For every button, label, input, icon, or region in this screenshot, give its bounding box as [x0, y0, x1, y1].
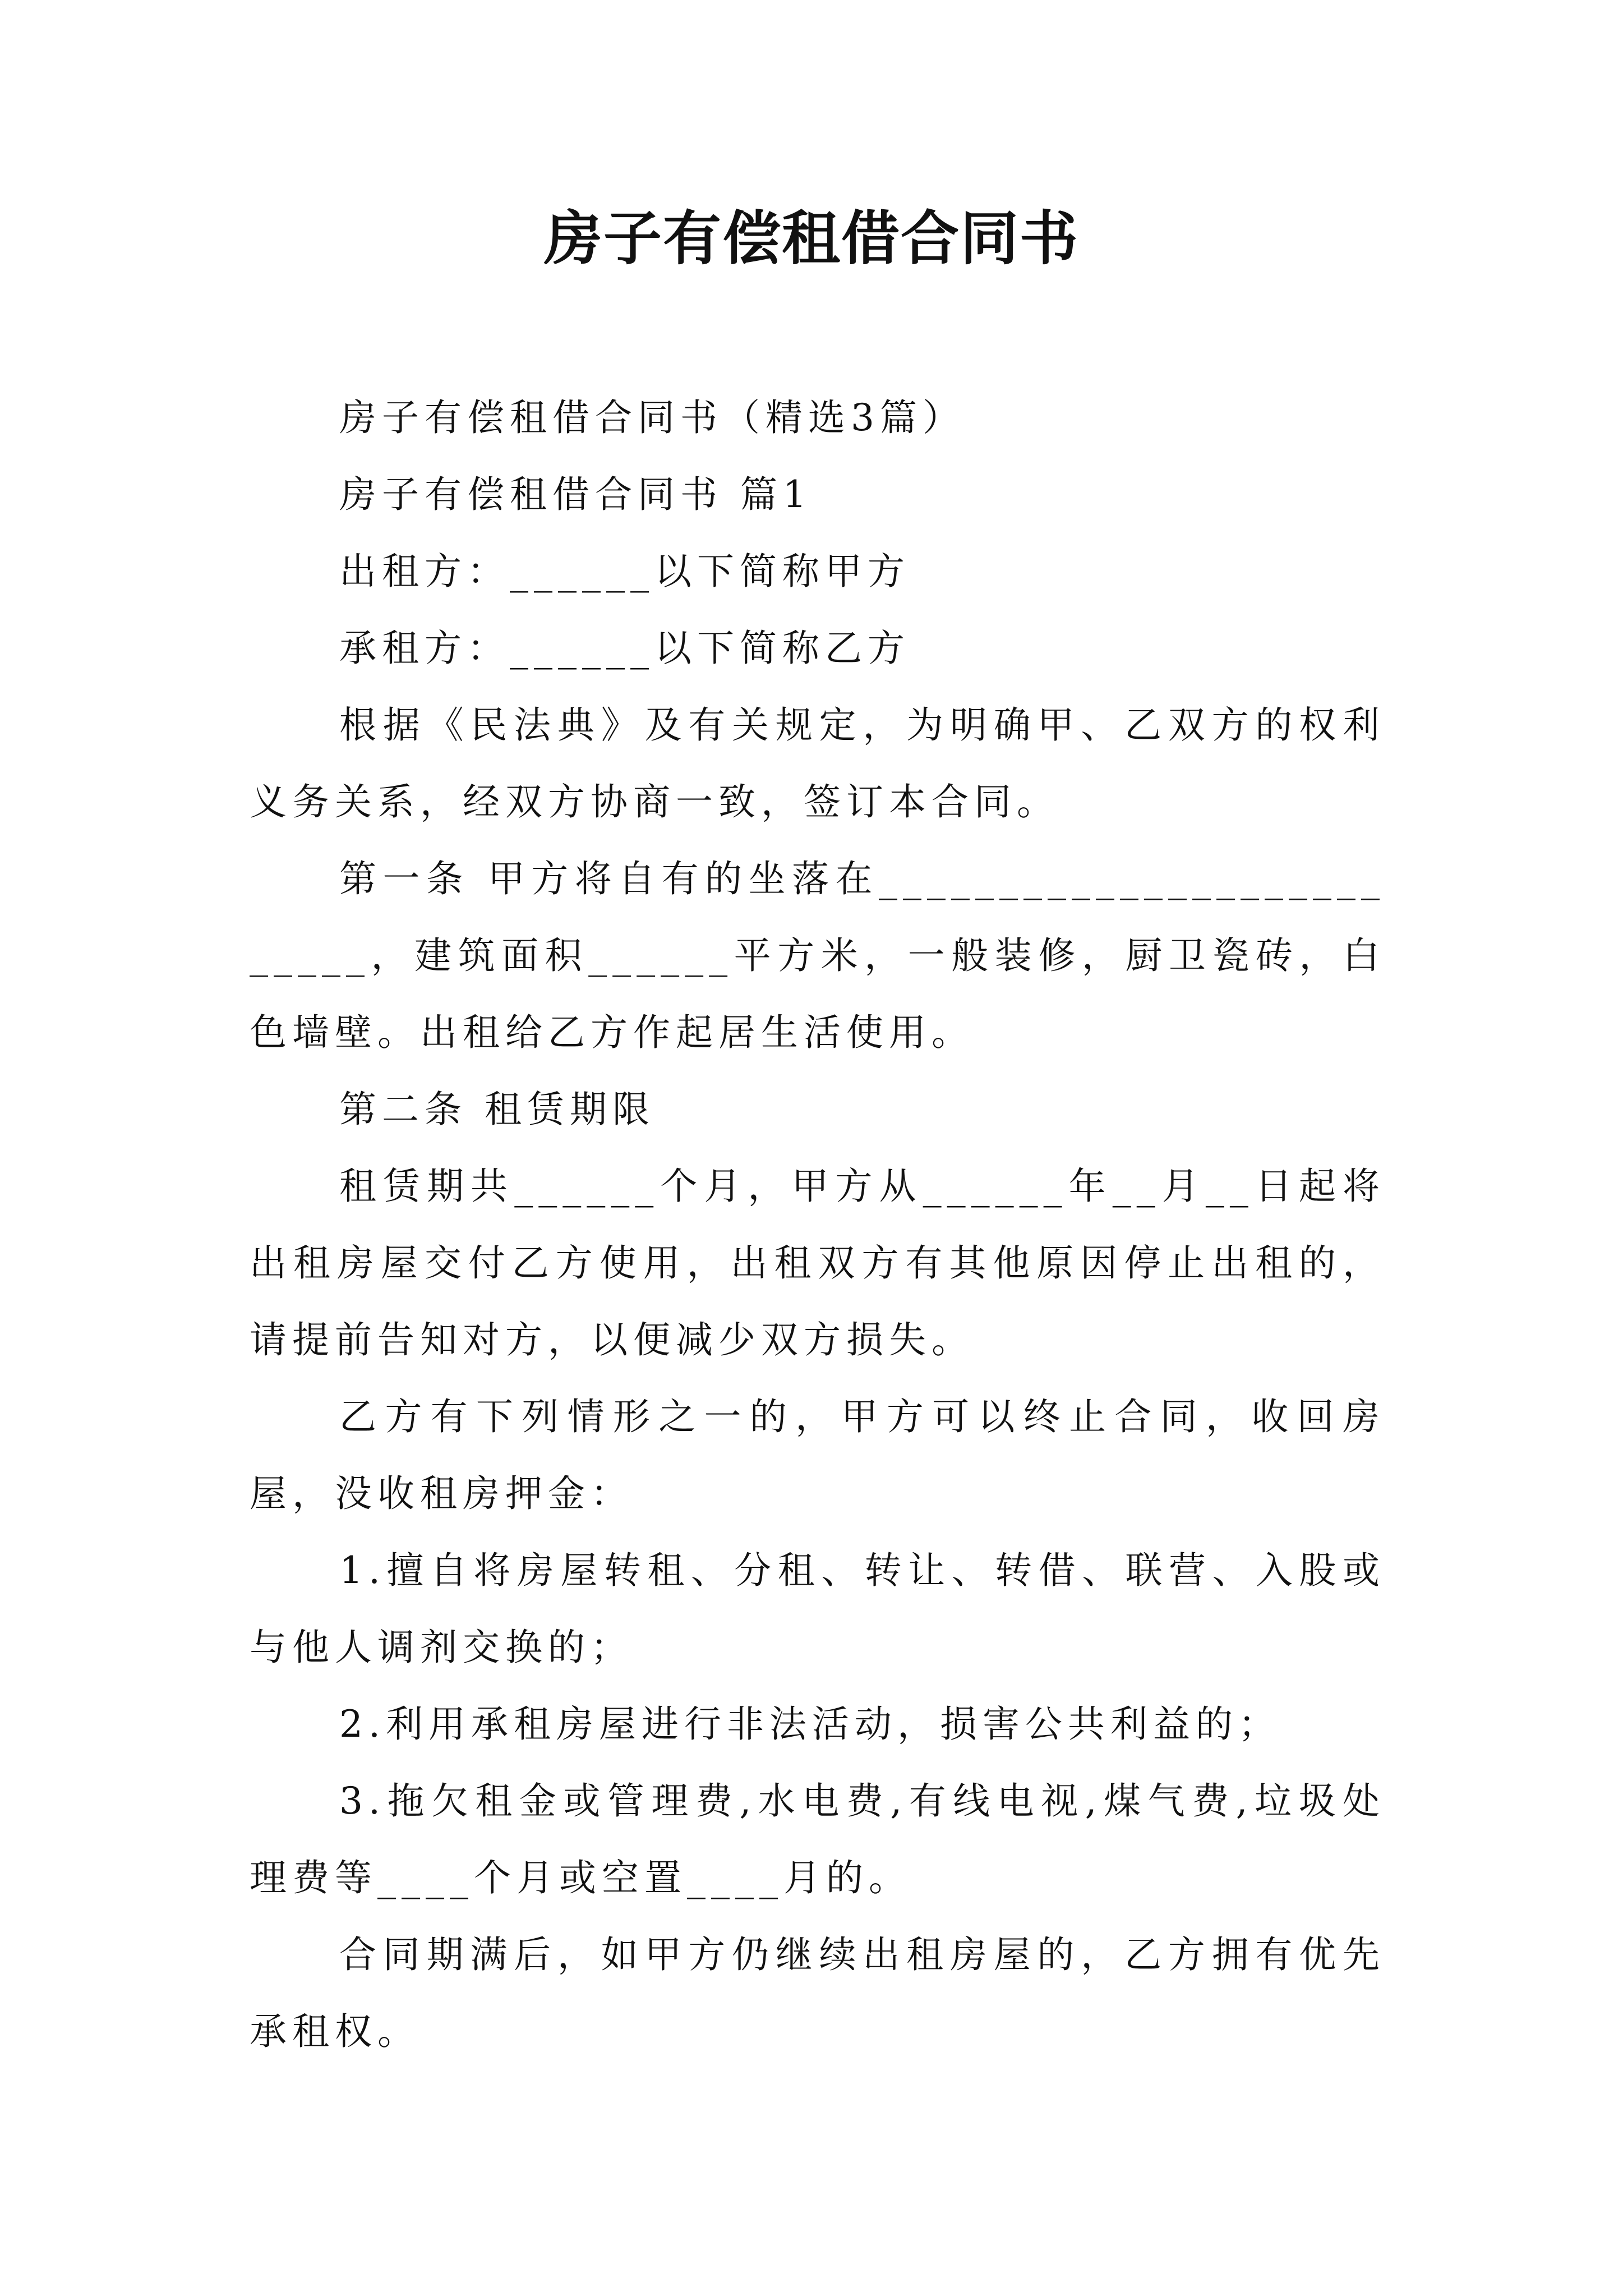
paragraph-renewal: 合同期满后，如甲方仍继续出租房屋的，乙方拥有优先承租权。 — [250, 1933, 1385, 2053]
paragraph-subtitle: 房子有偿租借合同书（精选3篇） — [339, 396, 965, 439]
paragraph-section-heading: 房子有偿租借合同书 篇1 — [339, 473, 812, 516]
paragraph-article-1: 第一条 甲方将自有的坐落在__________________________，建筑面积______平方米，一般装修，厨卫瓷砖，白色墙壁。出租给乙方作起居生活使用。 — [250, 857, 1385, 1054]
paragraph-article-2-heading: 第二条 租赁期限 — [339, 1088, 655, 1131]
paragraph-termination: 乙方有下列情形之一的，甲方可以终止合同，收回房屋，没收租房押金： — [250, 1395, 1385, 1515]
paragraph-preamble: 根据《民法典》及有关规定，为明确甲、乙双方的权利义务关系，经双方协商一致，签订本合同。 — [250, 703, 1385, 823]
document-body — [250, 379, 1385, 2070]
paragraph-item-2: 2.利用承租房屋进行非法活动，损害公共利益的； — [339, 1703, 1281, 1746]
paragraph-lessor: 出租方：______以下简称甲方 — [339, 550, 910, 593]
document-title: 房子有偿租借合同书 — [543, 204, 1079, 273]
paragraph-lessee: 承租方：______以下简称乙方 — [339, 627, 910, 670]
paragraph-item-3: 3.拖欠租金或管理费,水电费,有线电视,煤气费,垃圾处理费等____个月或空置____月的。 — [250, 1779, 1385, 1899]
paragraph-item-1: 1.擅自将房屋转租、分租、转让、转借、联营、入股或与他人调剂交换的； — [250, 1549, 1385, 1669]
paragraph-lease-term: 租赁期共______个月，甲方从______年__月__日起将出租房屋交付乙方使用，出租双方有其他原因停止出租的，请提前告知对方，以便减少双方损失。 — [250, 1165, 1385, 1361]
